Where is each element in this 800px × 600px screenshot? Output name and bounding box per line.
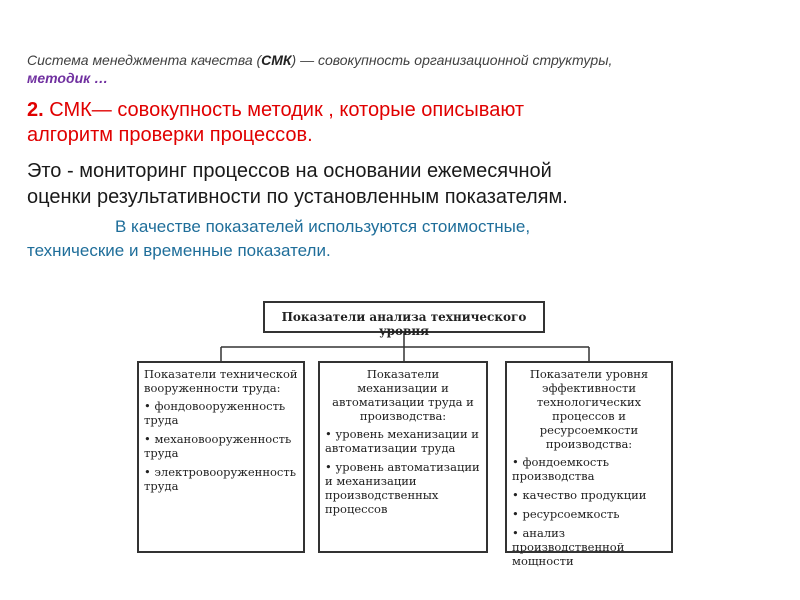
monitoring-line2: оценки результативности по установленным показателям. — [27, 186, 568, 208]
definition-line1: СМК— совокупность методик , которые описывают — [43, 99, 525, 121]
column-head: Показатели технической вооруженности труда: — [144, 367, 298, 395]
list-item: • качество продукции — [512, 488, 666, 502]
indicators-line2: технические и временные показатели. — [27, 241, 331, 260]
list-item: • анализ производственной мощности — [512, 526, 666, 568]
column-head: Показатели механизации и автоматизации труда и производства: — [332, 367, 474, 423]
intro-methods: методик … — [27, 70, 109, 86]
column-head: Показатели уровня эффективности технологических процессов и ресурсоемкости производства: — [529, 367, 649, 451]
intro-prefix: Система менеджмента качества ( — [27, 52, 262, 68]
list-item: • фондоемкость производства — [512, 455, 666, 483]
list-item: • уровень автоматизации и механизации производственных процессов — [325, 460, 481, 516]
column-efficiency — [505, 361, 673, 568]
column-mechanization — [318, 361, 488, 553]
intro-text — [27, 51, 787, 87]
monitoring-text — [27, 158, 747, 210]
list-item: • ресурсоемкость — [512, 507, 666, 521]
diagram-title-box: Показатели анализа технического уровня — [263, 301, 545, 333]
definition-number: 2. — [27, 99, 44, 121]
indicators-text — [27, 215, 747, 263]
list-item: • электровооруженность труда — [144, 465, 298, 493]
definition-text — [27, 98, 747, 148]
definition-line2: алгоритм проверки процессов. — [27, 124, 313, 146]
column-technical-equipment — [137, 361, 305, 553]
indicators-line1: В качестве показателей используются стоимостные, — [115, 217, 531, 236]
list-item: • фондовооруженность труда — [144, 399, 298, 427]
list-item: • механовооруженность труда — [144, 432, 298, 460]
intro-abbr: СМК — [261, 52, 292, 68]
list-item: • уровень механизации и автоматизации труда — [325, 427, 481, 455]
indicator-diagram — [125, 285, 685, 575]
intro-rest: ) — совокупность организационной структуры, — [291, 52, 613, 68]
monitoring-line1: Это - мониторинг процессов на основании ежемесячной — [27, 160, 552, 182]
